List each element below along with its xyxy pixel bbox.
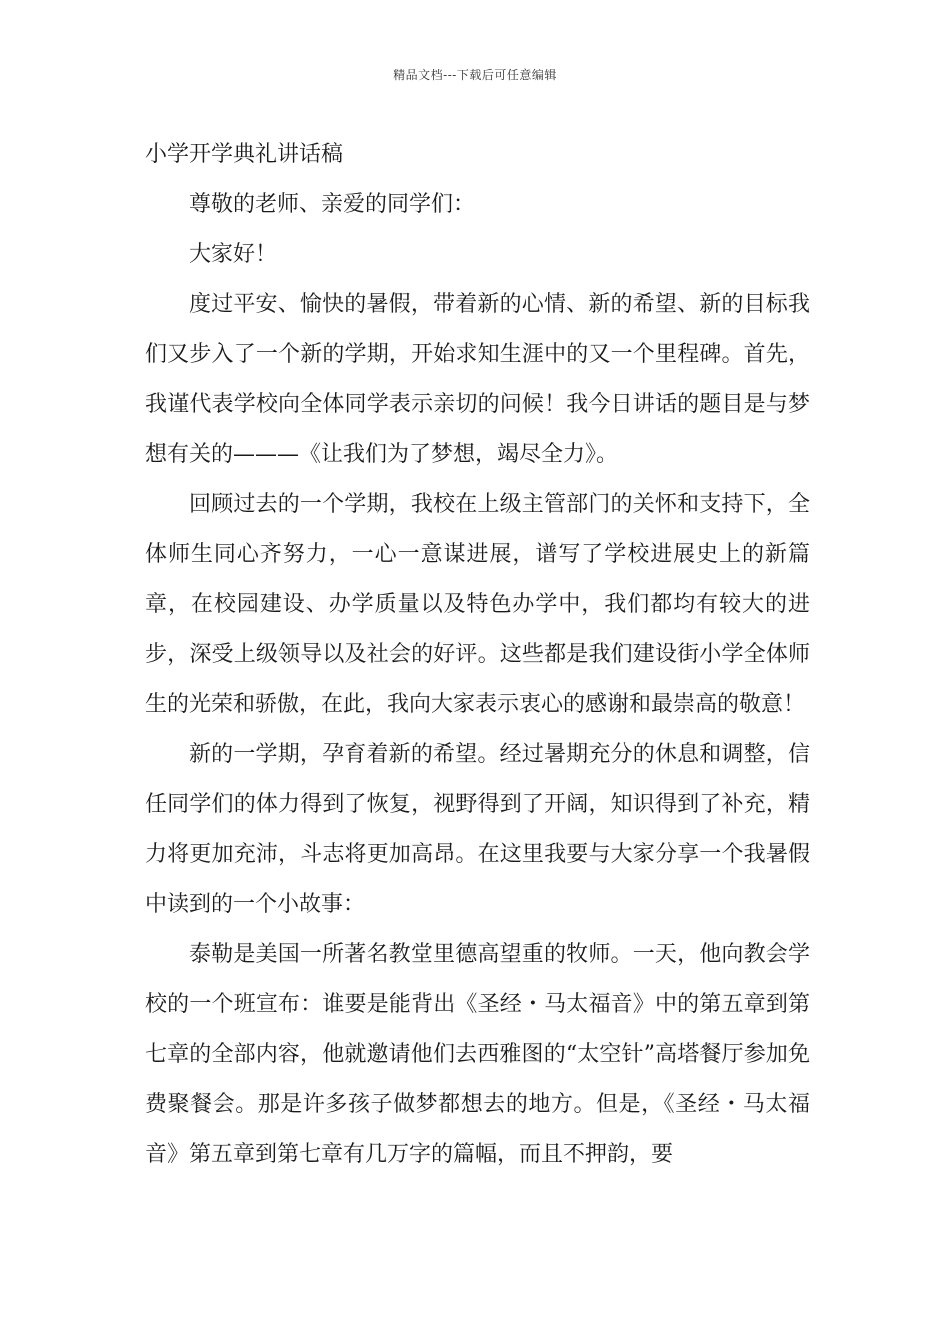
paragraph-new-term: 新的一学期，孕育着新的希望。经过暑期充分的休息和调整，信任同学们的体力得到了恢复，视野得到了开阔，知识得到了补充，精力将更加充沛，斗志将更加高昂。在这里我要与大家分享一个我暑假中读到的一个小故事： — [145, 742, 810, 917]
paragraph-story: 泰勒是美国一所著名教堂里德高望重的牧师。一天，他向教会学校的一个班宣布：谁要是能背出《圣经・马太福音》中的第五章到第七章的全部内容，他就邀请他们去西雅图的“太空针”高塔餐厅参加免费聚餐会。那是许多孩子做梦都想去的地方。但是，《圣经・马太福音》第五章到第七章有几万字的篇幅，而且不押韵，要 — [145, 942, 810, 1167]
paragraph-greeting: 大家好！ — [189, 242, 278, 267]
document-body — [145, 130, 810, 1180]
paragraph-intro: 度过平安、愉快的暑假，带着新的心情、新的希望、新的目标我们又步入了一个新的学期，开始求知生涯中的又一个里程碑。首先，我谨代表学校向全体同学表示亲切的问候！我今日讲话的题目是与梦想有关的———《让我们为了梦想，竭尽全力》。 — [145, 292, 810, 467]
document-title: 小学开学典礼讲话稿 — [145, 142, 344, 167]
page-header: 精品文档---下载后可任意编辑 — [393, 68, 557, 82]
paragraph-review: 回顾过去的一个学期，我校在上级主管部门的关怀和支持下，全体师生同心齐努力，一心一意谋进展，谱写了学校进展史上的新篇章，在校园建设、办学质量以及特色办学中，我们都均有较大的进步，深受上级领导以及社会的好评。这些都是我们建设街小学全体师生的光荣和骄傲，在此，我向大家表示衷心的感谢和最崇高的敬意！ — [145, 492, 810, 717]
paragraph-salutation: 尊敬的老师、亲爱的同学们： — [189, 192, 476, 217]
